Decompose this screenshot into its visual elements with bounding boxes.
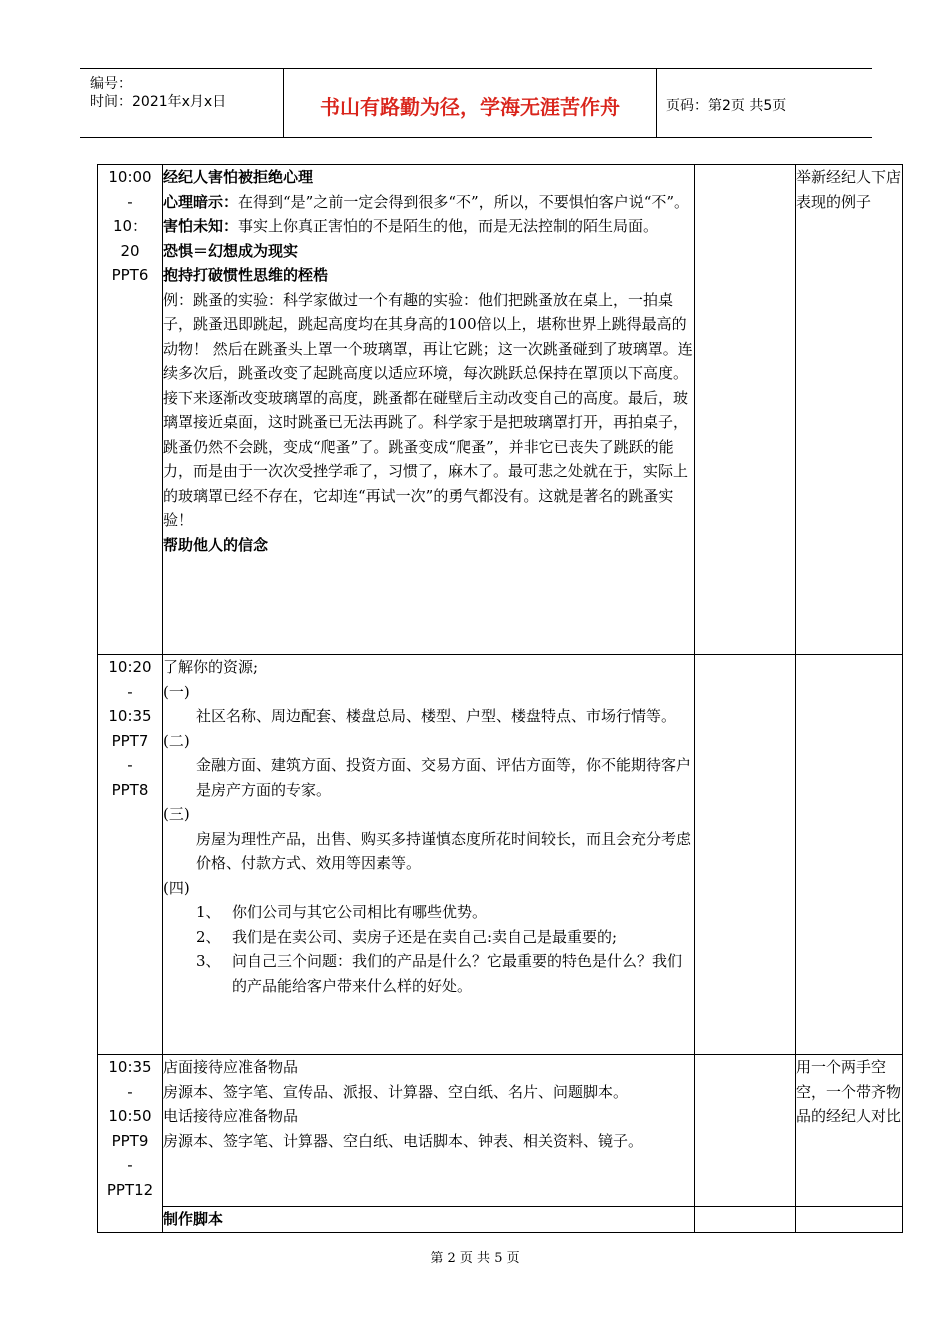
- list-text: 你们公司与其它公司相比有哪些优势。: [232, 903, 488, 921]
- content-cell: [163, 655, 695, 1055]
- header-motto-cell: [283, 69, 657, 137]
- term-label: 害怕未知：: [163, 217, 239, 235]
- time-line: 10:35: [108, 707, 152, 725]
- header-meta-cell: [80, 69, 283, 137]
- time-line: PPT7: [111, 731, 149, 750]
- paragraph: 了解你的资源;: [163, 658, 259, 676]
- empty-cell: [695, 655, 796, 1055]
- remark-cell: 举新经纪人下店表现的例子: [796, 165, 903, 655]
- empty-cell: [796, 1207, 903, 1233]
- time-line: 10:35: [108, 1058, 152, 1076]
- list-number: 1、: [196, 903, 221, 921]
- time-line: PPT9: [111, 1131, 149, 1150]
- table-row: [98, 165, 903, 655]
- page-header: [80, 68, 872, 138]
- doc-code-label: 编号：: [90, 76, 132, 92]
- list-item: [163, 925, 694, 950]
- list-number: 2、: [196, 927, 221, 946]
- time-line: -: [127, 682, 133, 701]
- section-title: 经纪人害怕被拒绝心理: [163, 168, 314, 186]
- time-line: PPT6: [111, 266, 149, 284]
- list-text: 我们是在卖公司、卖房子还是在卖自己:卖自己是最重要的;: [232, 927, 618, 946]
- paragraph: 房屋为理性产品，出售、购买多持谨慎态度所花时间较长，而且会充分考虑价格、付款方式、效用等因素等。: [196, 829, 692, 872]
- page-footer: 第 2 页 共 5 页: [430, 1251, 520, 1266]
- remark-cell: [796, 655, 903, 1055]
- paragraph: 金融方面、建筑方面、投资方面、交易方面、评估方面等，你不能期待客户是房产方面的专家。: [196, 756, 692, 799]
- section-title: 制作脚本: [163, 1210, 224, 1228]
- paragraph: [163, 214, 694, 239]
- table-row: [98, 1207, 903, 1233]
- page-info: 页码：第2页 共5页: [666, 98, 787, 114]
- motto: 书山有路勤为径，学海无涯苦作舟: [320, 95, 620, 119]
- term-text: 在得到“是”之前一定会得到很多“不”，所以，不要惧怕客户说“不”。: [238, 192, 690, 211]
- time-line: PPT8: [111, 780, 149, 799]
- time-cell: [98, 1055, 163, 1233]
- sub-heading: (二): [163, 731, 190, 750]
- remark-cell: 用一个两手空空，一个带齐物品的经纪人对比: [796, 1055, 903, 1207]
- time-line: 10:20: [108, 658, 152, 676]
- time-line: -: [127, 1156, 133, 1174]
- header-page-cell: [656, 69, 872, 137]
- paragraph: 店面接待应准备物品: [163, 1058, 299, 1076]
- empty-cell: [695, 1055, 796, 1207]
- time-line: -: [127, 756, 133, 774]
- story-paragraph: 例：跳蚤的实验：科学家做过一个有趣的实验：他们把跳蚤放在桌上，一拍桌子，跳蚤迅即跳起，跳起高度均在其身高的100倍以上，堪称世界上跳得最高的动物！ 然后在跳蚤头上罩一个玻璃罩，再让它跳；这一次跳蚤碰到了玻璃罩。连续多次后，跳蚤改变了起跳高度以适应环境，每次跳跃总保持在罩顶以下高度。接下来逐渐改变玻璃罩的高度，跳蚤都在碰壁后主动改变自己的高度。最后，玻璃罩接近桌面，这时跳蚤已无法再跳了。科学家于是把玻璃罩打开，再拍桌子，跳蚤仍然不会跳，变成“爬蚤”了。跳蚤变成“爬蚤”，并非它已丧失了跳跃的能力，而是由于一次次受挫学乖了，习惯了，麻木了。最可悲之处就在于，实际上的玻璃罩已经不存在，它却连“再试一次”的勇气都没有。这就是著名的跳蚤实验！: [163, 290, 693, 529]
- section-heading: 恐惧＝幻想成为现实: [163, 241, 299, 260]
- section-heading: 帮助他人的信念: [163, 535, 269, 554]
- doc-date: 时间：2021年x月x日: [90, 94, 227, 110]
- list-item: [163, 900, 694, 925]
- time-line: -: [127, 1082, 133, 1101]
- list-number: 3、: [196, 952, 221, 970]
- empty-cell: [695, 1207, 796, 1233]
- list-item: [163, 949, 694, 998]
- time-line: 10：: [112, 217, 148, 235]
- lesson-table: [97, 164, 903, 1233]
- term-label: 心理暗示：: [163, 192, 239, 211]
- time-line: -: [127, 192, 133, 211]
- sub-heading: (三): [163, 805, 190, 823]
- content-cell: [163, 1055, 695, 1207]
- table-row: [98, 1055, 903, 1207]
- term-text: 事实上你真正害怕的不是陌生的他，而是无法控制的陌生局面。: [238, 217, 659, 235]
- list-text: 问自己三个问题：我们的产品是什么？它最重要的特色是什么？我们的产品能给客户带来什么样的好处。: [232, 952, 683, 995]
- sub-heading: (一): [163, 682, 190, 701]
- content-cell: [163, 165, 695, 655]
- paragraph: [163, 190, 694, 215]
- time-line: PPT12: [106, 1180, 154, 1199]
- time-cell: [98, 655, 163, 1055]
- paragraph: 房源本、签字笔、宣传品、派报、计算器、空白纸、名片、问题脚本。: [163, 1082, 629, 1101]
- content-cell: [163, 1207, 695, 1233]
- paragraph: 电话接待应准备物品: [163, 1107, 299, 1125]
- time-line: 20: [120, 241, 140, 260]
- paragraph: 房源本、签字笔、计算器、空白纸、电话脚本、钟表、相关资料、镜子。: [163, 1131, 644, 1150]
- paragraph: 社区名称、周边配套、楼盘总局、楼型、户型、楼盘特点、市场行情等。: [196, 707, 677, 725]
- time-line: 10:00: [108, 168, 152, 186]
- table-row: [98, 655, 903, 1055]
- time-cell: [98, 165, 163, 655]
- sub-heading: (四): [163, 878, 190, 897]
- section-heading: 抱持打破惯性思维的桎梏: [163, 266, 329, 284]
- time-line: 10:50: [108, 1107, 152, 1125]
- empty-cell: [695, 165, 796, 655]
